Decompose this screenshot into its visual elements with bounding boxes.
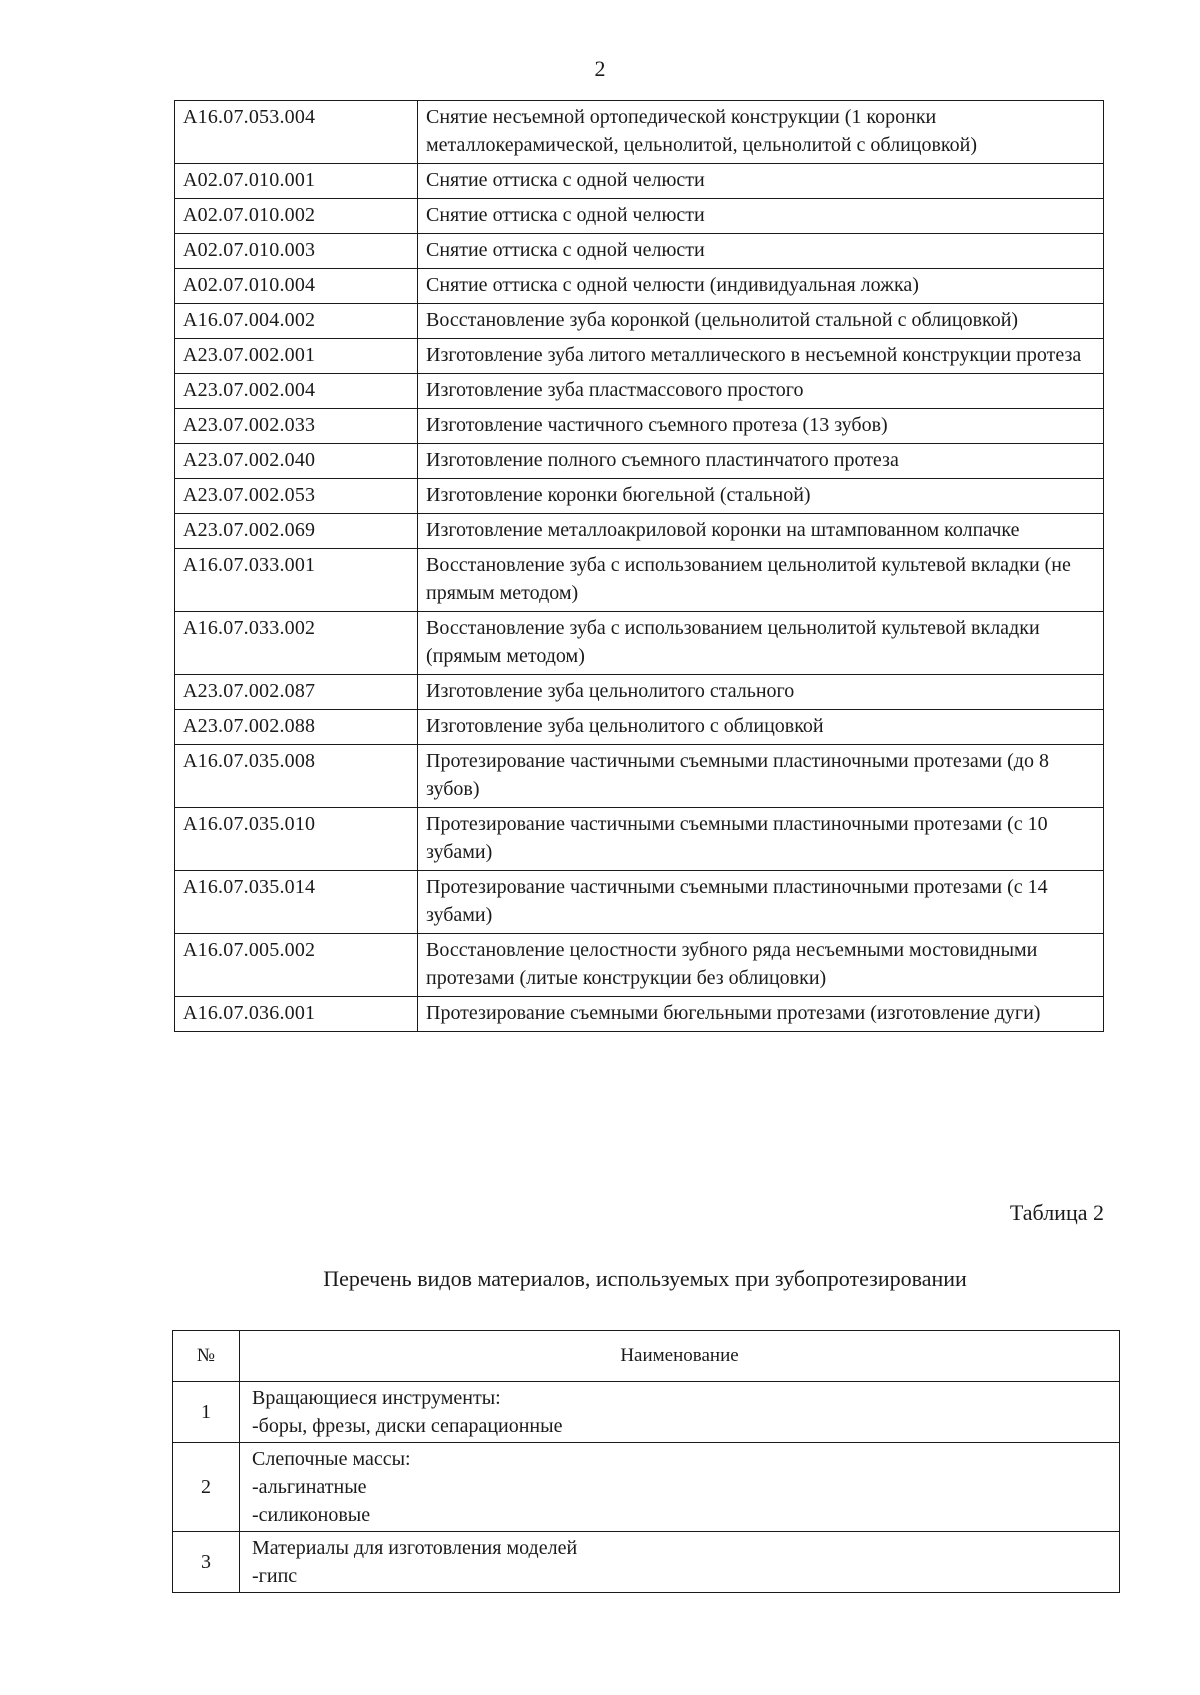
name-cell: Снятие оттиска с одной челюсти: [418, 234, 1104, 269]
material-line: Вращающиеся инструменты:: [252, 1387, 501, 1409]
code-cell: А16.07.036.001: [175, 997, 418, 1032]
material-line: Слепочные массы:: [252, 1448, 411, 1470]
table-row: [175, 199, 1104, 234]
name-cell: Изготовление зуба цельнолитого стального: [418, 675, 1104, 710]
table-row: [173, 1532, 1120, 1593]
code-cell: А23.07.002.087: [175, 675, 418, 710]
material-cell: [240, 1443, 1120, 1532]
name-cell: Снятие оттиска с одной челюсти: [418, 199, 1104, 234]
code-cell: А16.07.033.001: [175, 549, 418, 612]
table-row: [175, 409, 1104, 444]
table-row: [175, 745, 1104, 808]
code-cell: А02.07.010.001: [175, 164, 418, 199]
row-number: 3: [173, 1532, 240, 1593]
number-column-header: №: [173, 1331, 240, 1382]
table-row: [175, 710, 1104, 745]
code-cell: А23.07.002.004: [175, 374, 418, 409]
table-row: [175, 871, 1104, 934]
row-number: 2: [173, 1443, 240, 1532]
name-cell: Изготовление полного съемного пластинчатого протеза: [418, 444, 1104, 479]
table-row: [173, 1382, 1120, 1443]
code-cell: А02.07.010.004: [175, 269, 418, 304]
code-cell: А16.07.035.010: [175, 808, 418, 871]
name-cell: Протезирование частичными съемными пластиночными протезами (с 14 зубами): [418, 871, 1104, 934]
name-cell: Восстановление зуба коронкой (цельнолитой стальной с облицовкой): [418, 304, 1104, 339]
name-cell: Протезирование частичными съемными пластиночными протезами (с 10 зубами): [418, 808, 1104, 871]
name-column-header: Наименование: [240, 1331, 1120, 1382]
name-cell: Протезирование съемными бюгельными протезами (изготовление дуги): [418, 997, 1104, 1032]
material-cell: [240, 1532, 1120, 1593]
table-row: [175, 304, 1104, 339]
code-cell: А16.07.035.008: [175, 745, 418, 808]
material-line: Материалы для изготовления моделей: [252, 1537, 578, 1559]
code-cell: А02.07.010.002: [175, 199, 418, 234]
name-cell: Снятие несъемной ортопедической конструкции (1 коронки металлокерамической, цельнолитой, цельнолитой с облицовкой): [418, 101, 1104, 164]
name-cell: Снятие оттиска с одной челюсти (индивидуальная ложка): [418, 269, 1104, 304]
table-row: [175, 934, 1104, 997]
table-row: [175, 612, 1104, 675]
code-cell: А23.07.002.053: [175, 479, 418, 514]
table-row: [175, 269, 1104, 304]
table-row: [175, 234, 1104, 269]
material-line: -силиконовые: [252, 1504, 371, 1526]
name-cell: Изготовление зуба цельнолитого с облицовкой: [418, 710, 1104, 745]
table-row: [175, 374, 1104, 409]
table-caption: Таблица 2: [1009, 1200, 1104, 1225]
code-cell: А23.07.002.088: [175, 710, 418, 745]
material-cell: [240, 1382, 1120, 1443]
table-header-row: [173, 1331, 1120, 1382]
materials-table: [172, 1330, 1120, 1593]
name-cell: Изготовление металлоакриловой коронки на штампованном колпачке: [418, 514, 1104, 549]
code-cell: А23.07.002.033: [175, 409, 418, 444]
code-cell: А02.07.010.003: [175, 234, 418, 269]
table-row: [175, 339, 1104, 374]
name-cell: Изготовление зуба литого металлического в несъемной конструкции протеза: [418, 339, 1104, 374]
table-row: [175, 549, 1104, 612]
material-line: -боры, фрезы, диски сепарационные: [252, 1415, 563, 1437]
code-cell: А16.07.053.004: [175, 101, 418, 164]
name-cell: Восстановление целостности зубного ряда несъемными мостовидными протезами (литые конструкции без облицовки): [418, 934, 1104, 997]
name-cell: Восстановление зуба с использованием цельнолитой культевой вкладки (прямым методом): [418, 612, 1104, 675]
code-cell: А23.07.002.001: [175, 339, 418, 374]
table-row: [175, 444, 1104, 479]
table-row: [175, 808, 1104, 871]
code-cell: А16.07.004.002: [175, 304, 418, 339]
name-cell: Восстановление зуба с использованием цельнолитой культевой вкладки (не прямым методом): [418, 549, 1104, 612]
name-cell: Изготовление зуба пластмассового простого: [418, 374, 1104, 409]
material-line: -гипс: [252, 1565, 298, 1587]
code-cell: А16.07.033.002: [175, 612, 418, 675]
table-row: [175, 164, 1104, 199]
name-cell: Изготовление частичного съемного протеза (13 зубов): [418, 409, 1104, 444]
code-cell: А16.07.005.002: [175, 934, 418, 997]
name-cell: Протезирование частичными съемными пластиночными протезами (до 8 зубов): [418, 745, 1104, 808]
table-row: [173, 1443, 1120, 1532]
name-cell: Изготовление коронки бюгельной (стальной): [418, 479, 1104, 514]
code-cell: А16.07.035.014: [175, 871, 418, 934]
table-row: [175, 675, 1104, 710]
table-title: Перечень видов материалов, используемых при зубопротезировании: [323, 1266, 967, 1291]
name-cell: Снятие оттиска с одной челюсти: [418, 164, 1104, 199]
row-number: 1: [173, 1382, 240, 1443]
procedure-codes-table: [174, 100, 1104, 1032]
code-cell: А23.07.002.040: [175, 444, 418, 479]
page-number: 2: [594, 56, 606, 81]
table-row: [175, 514, 1104, 549]
material-line: -альгинатные: [252, 1476, 367, 1498]
table-row: [175, 997, 1104, 1032]
code-cell: А23.07.002.069: [175, 514, 418, 549]
table-row: [175, 101, 1104, 164]
table-row: [175, 479, 1104, 514]
